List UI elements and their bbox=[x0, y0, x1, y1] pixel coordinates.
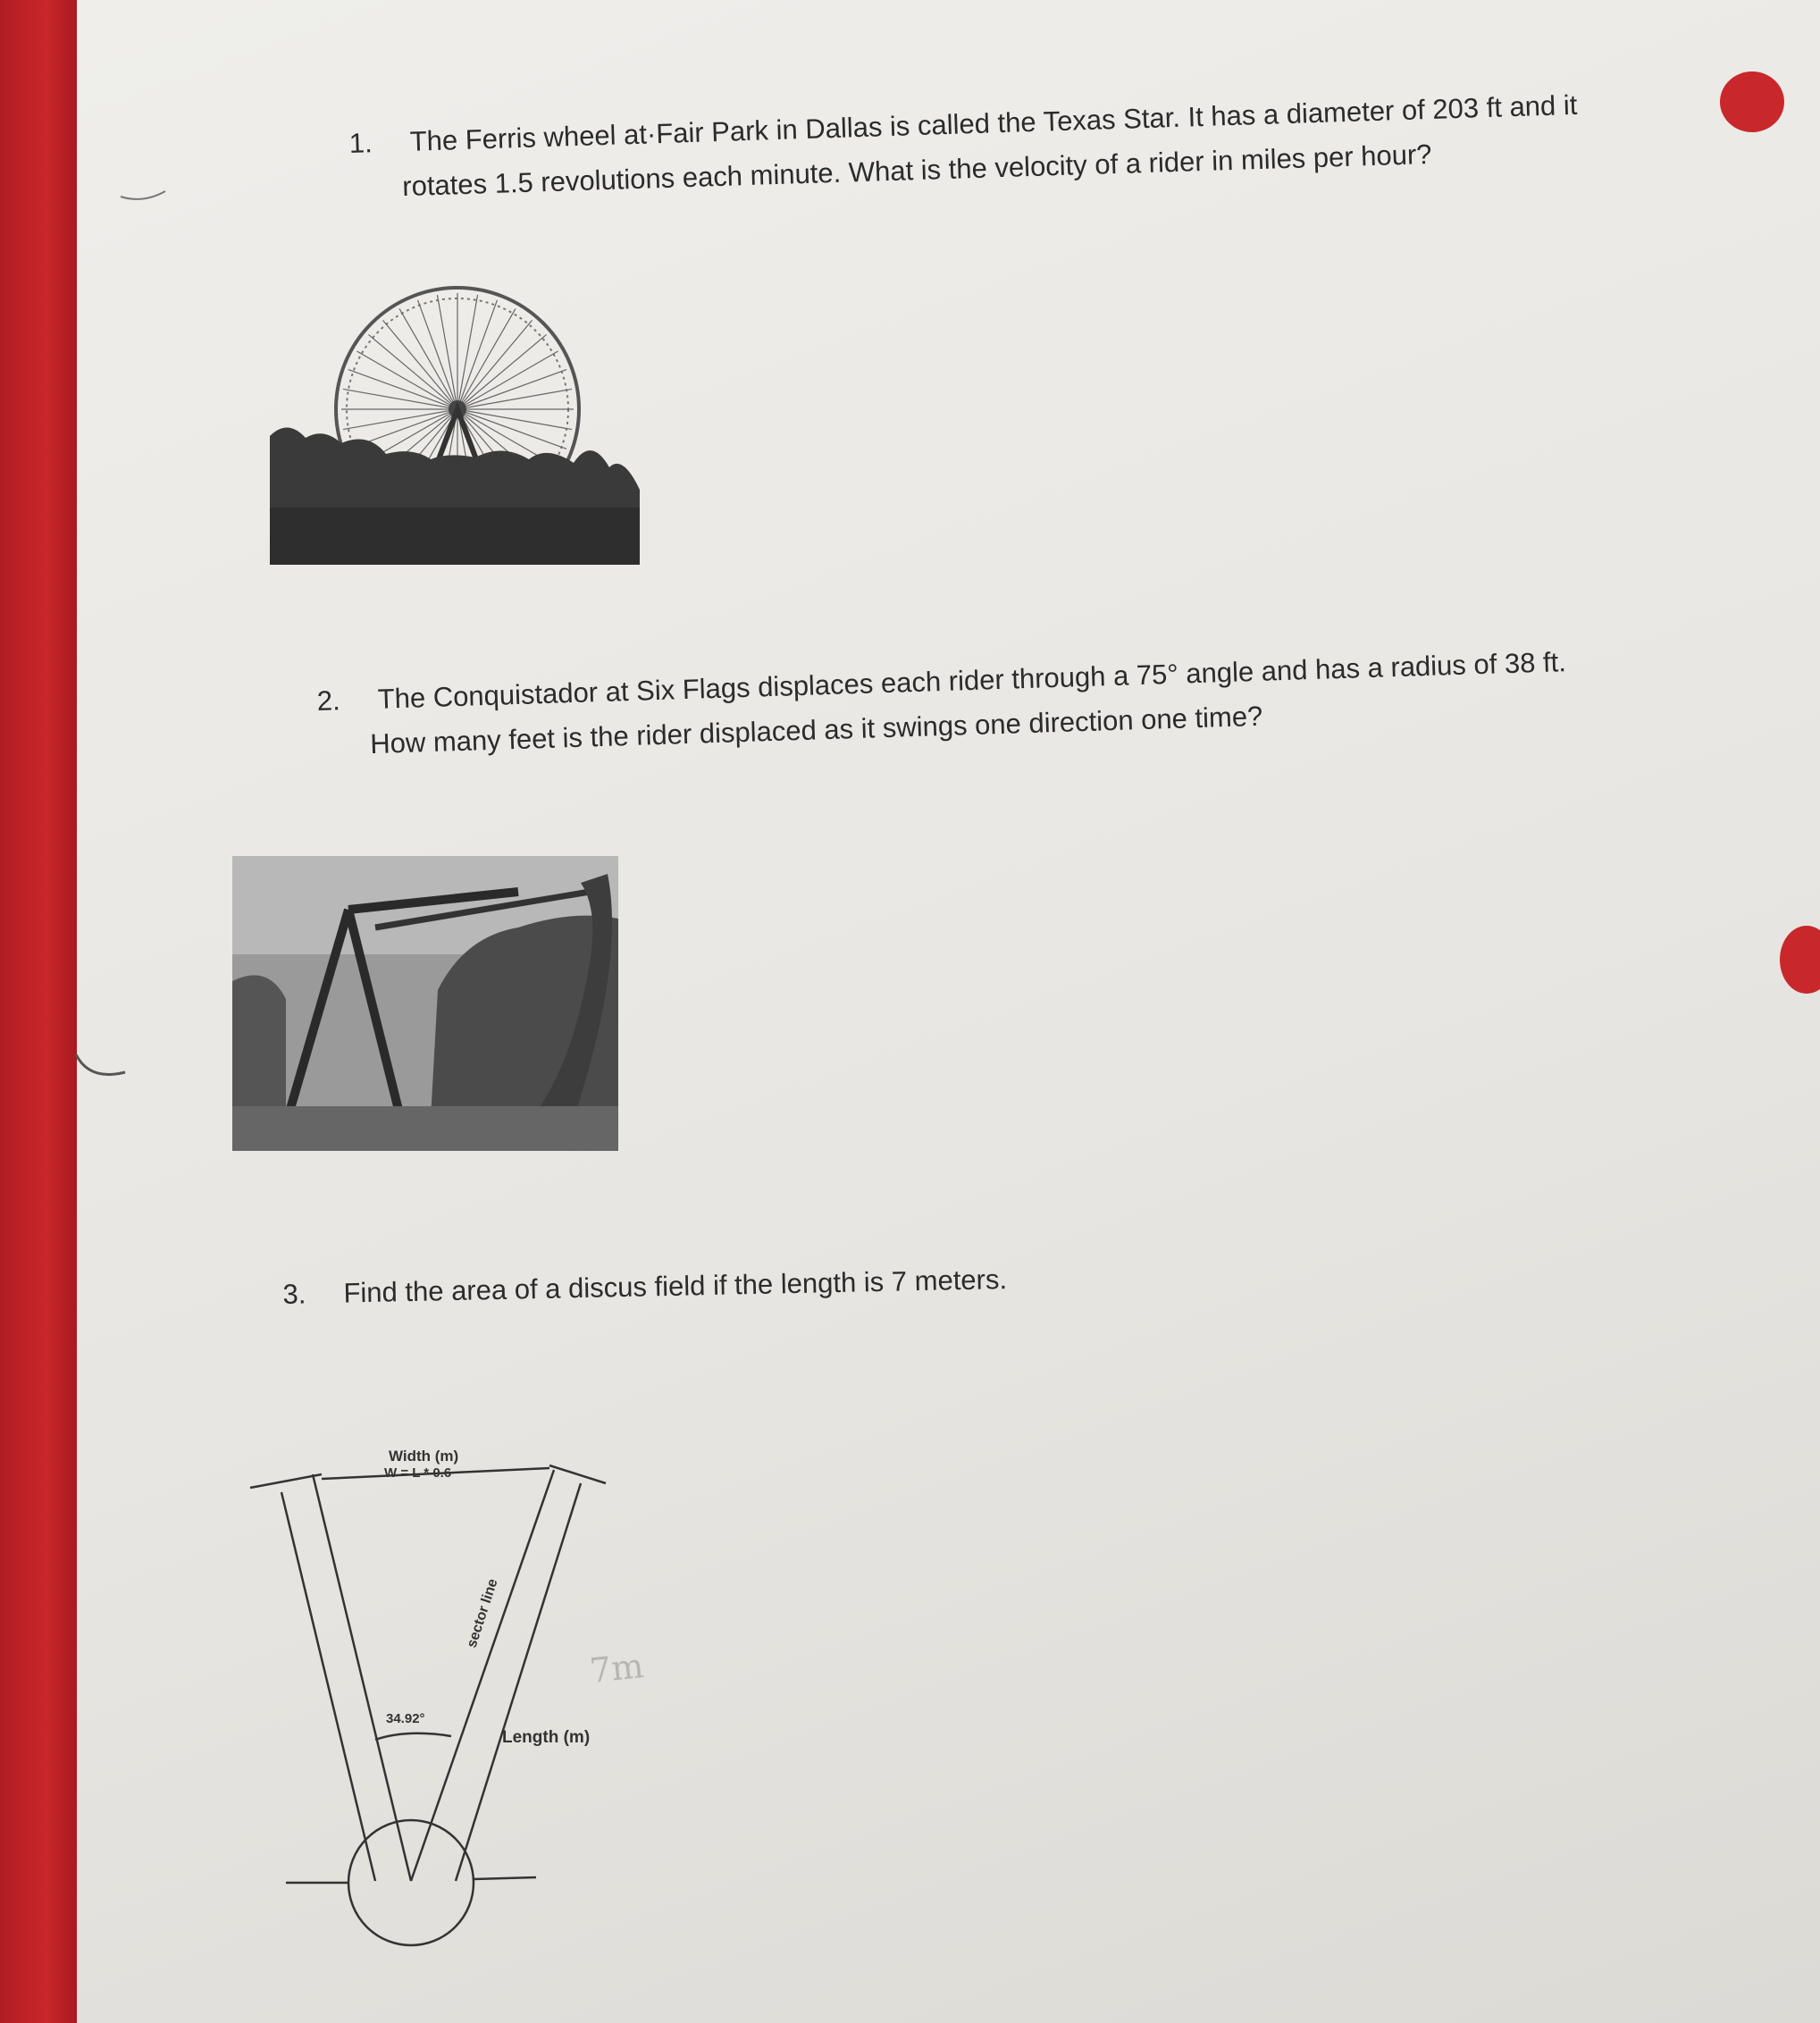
circle-baseline-right bbox=[474, 1877, 536, 1879]
question-text-line-1: The Conquistador at Six Flags displaces each rider through a 75° angle and has a radius of 38 ft. bbox=[377, 646, 1567, 715]
swinging-ship-ride-photo bbox=[232, 856, 618, 1151]
length-label: Length (m) bbox=[502, 1728, 591, 1747]
question-text-line-1: Find the area of a discus field if the length is 7 meters. bbox=[343, 1263, 1008, 1309]
width-formula: W = L * 0.6 bbox=[384, 1465, 452, 1481]
right-extension bbox=[549, 1465, 606, 1483]
left-extension bbox=[250, 1474, 322, 1488]
sector-line-label: sector line bbox=[464, 1576, 501, 1650]
throwing-circle bbox=[348, 1820, 474, 1945]
binder-cover-edge bbox=[0, 0, 77, 2023]
sector-left-line bbox=[313, 1474, 411, 1881]
pencil-note: 7m bbox=[587, 1645, 646, 1691]
margin-mark bbox=[71, 1045, 134, 1090]
discus-field-diagram bbox=[241, 1434, 652, 1970]
question-number: 2. bbox=[316, 684, 341, 717]
punch-hole-top bbox=[1720, 71, 1784, 132]
angle-label: 34.92° bbox=[386, 1711, 425, 1726]
margin-mark bbox=[116, 170, 170, 206]
width-label: Width (m) bbox=[389, 1448, 459, 1465]
angle-arc bbox=[375, 1733, 451, 1740]
sector-right-line bbox=[411, 1470, 554, 1881]
question-text-line-2: rotates 1.5 revolutions each minute. What is the velocity of a rider in miles per hour? bbox=[401, 138, 1433, 203]
ferris-wheel-photo bbox=[270, 284, 640, 565]
question-number: 3. bbox=[282, 1278, 306, 1310]
question-text-line-2: How many feet is the rider displaced as it swings one direction one time? bbox=[369, 700, 1263, 760]
left-length-arrow bbox=[281, 1492, 375, 1881]
question-number: 1. bbox=[348, 127, 373, 159]
question-text-line-1: The Ferris wheel at·Fair Park in Dallas is called the Texas Star. It has a diameter of 203 ft and it bbox=[409, 88, 1578, 157]
right-length-arrow bbox=[456, 1483, 581, 1881]
